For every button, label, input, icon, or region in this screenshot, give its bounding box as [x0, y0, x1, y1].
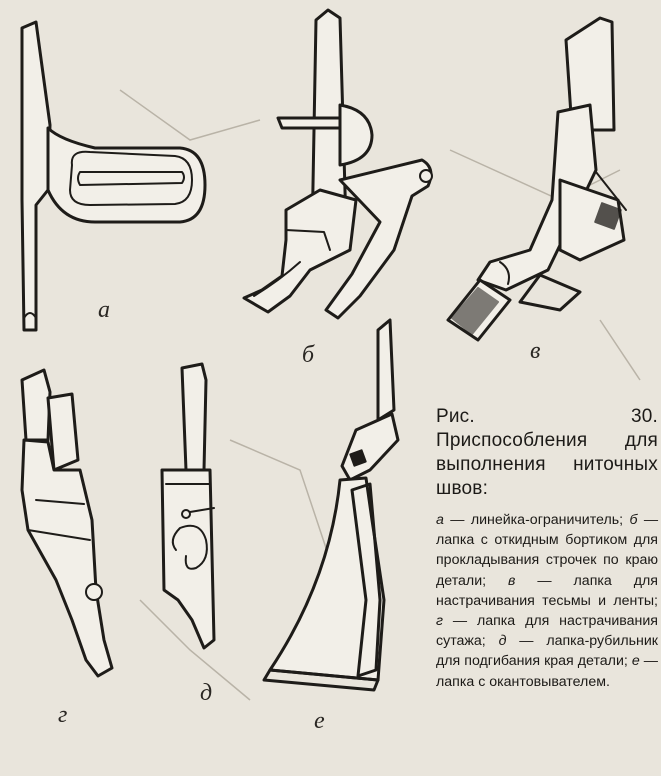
tool-d-hemmer-foot — [162, 364, 214, 648]
label-g: г — [58, 702, 68, 728]
label-a: а — [98, 297, 110, 323]
caption-legend: а — линейка-ограничитель; б — лапка с откидным бортиком для прокладывания строчек по краю детали; в — лапка для настрачивания тесьмы и ленты; г — лапка для настрачивания сутажа; д — лапка-рубильник для подгибания края детали; е — лапка с окантовывателем. — [436, 512, 659, 690]
caption-title: Рис. 30. Приспособления для выполнения ниточных швов: — [436, 406, 658, 499]
legend-text-b: лапка с откидным бортиком для прокладывания строчек по краю детали; — [436, 532, 658, 589]
label-b: б — [302, 342, 315, 368]
label-e: е — [314, 708, 325, 734]
legend-text-a: линейка-ограничитель; — [470, 512, 624, 528]
legend-key-g: г — [436, 613, 443, 630]
tool-g-soutache-foot — [22, 370, 112, 676]
legend-key-e: е — [631, 653, 640, 670]
legend-text-v: лапка для настрачивания тесьмы и ленты; — [436, 572, 658, 609]
legend-text-d: лапка-рубильник для подгибания края детали; — [436, 633, 658, 670]
label-d: д — [200, 680, 213, 706]
tool-v-tape-foot — [448, 18, 626, 340]
tool-a-ruler-guide — [22, 22, 205, 330]
legend-key-b: б — [629, 512, 638, 528]
legend-key-v: в — [508, 572, 516, 589]
tool-e-binder-foot — [264, 320, 398, 690]
legend-key-a: а — [436, 512, 444, 528]
legend-text-e: лапка с окантовывателем. — [436, 673, 610, 690]
label-v: в — [530, 338, 541, 364]
legend-key-d: д — [498, 633, 507, 650]
tool-b-presser-foot — [244, 10, 432, 318]
legend-text-g: лапка для настрачивания сутажа; — [436, 613, 658, 650]
figure-caption — [436, 405, 658, 692]
